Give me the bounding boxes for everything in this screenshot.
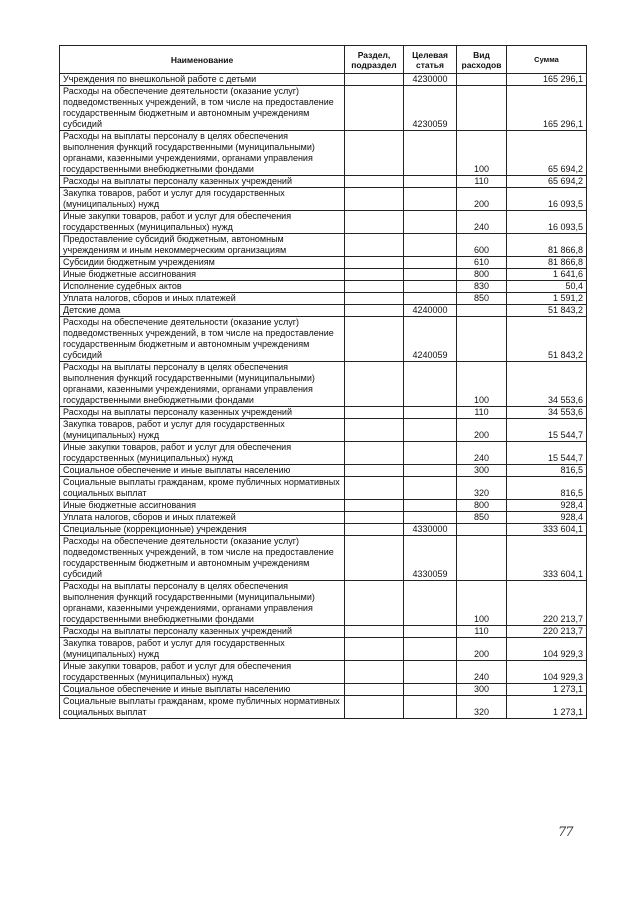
cell-target: [404, 477, 457, 500]
cell-expense-type: [457, 524, 507, 536]
cell-name: Специальные (коррекционные) учреждения: [60, 524, 345, 536]
cell-amount: 51 843,2: [507, 317, 587, 362]
cell-target: 4330059: [404, 536, 457, 581]
page-number: 77: [558, 825, 573, 840]
table-body: [60, 74, 587, 719]
cell-target: [404, 626, 457, 638]
cell-name: Уплата налогов, сборов и иных платежей: [60, 293, 345, 305]
cell-name: Расходы на обеспечение деятельности (оказание услуг) подведомственных учреждений, в том числе на предоставление государственным бюджетным и автономным учреждениям субсидий: [60, 86, 345, 131]
table-row: [60, 696, 587, 719]
cell-expense-type: 100: [457, 131, 507, 176]
table-row: [60, 188, 587, 211]
cell-name: Расходы на обеспечение деятельности (оказание услуг) подведомственных учреждений, в том числе на предоставление государственным бюджетным и автономным учреждениям субсидий: [60, 536, 345, 581]
cell-section: [345, 442, 404, 465]
cell-name: Закупка товаров, работ и услуг для государственных (муниципальных) нужд: [60, 419, 345, 442]
cell-name: Закупка товаров, работ и услуг для государственных (муниципальных) нужд: [60, 638, 345, 661]
cell-expense-type: 300: [457, 465, 507, 477]
cell-target: [404, 465, 457, 477]
cell-amount: 928,4: [507, 500, 587, 512]
cell-target: [404, 661, 457, 684]
cell-expense-type: 100: [457, 362, 507, 407]
cell-target: [404, 211, 457, 234]
cell-target: [404, 696, 457, 719]
table-row: [60, 536, 587, 581]
table-row: [60, 269, 587, 281]
cell-amount: 104 929,3: [507, 638, 587, 661]
cell-amount: 81 866,8: [507, 257, 587, 269]
cell-name: Детские дома: [60, 305, 345, 317]
cell-expense-type: 610: [457, 257, 507, 269]
cell-target: 4230059: [404, 86, 457, 131]
cell-target: [404, 407, 457, 419]
cell-section: [345, 293, 404, 305]
cell-amount: 15 544,7: [507, 442, 587, 465]
header-target: Целевая статья: [404, 46, 457, 74]
table-row: [60, 500, 587, 512]
cell-section: [345, 626, 404, 638]
cell-target: [404, 131, 457, 176]
table-row: [60, 465, 587, 477]
cell-section: [345, 536, 404, 581]
cell-target: [404, 442, 457, 465]
cell-expense-type: [457, 86, 507, 131]
cell-expense-type: 850: [457, 293, 507, 305]
cell-expense-type: 800: [457, 500, 507, 512]
cell-section: [345, 257, 404, 269]
cell-target: [404, 419, 457, 442]
table-header-row: [60, 46, 587, 74]
cell-target: [404, 500, 457, 512]
cell-expense-type: 240: [457, 661, 507, 684]
cell-name: Расходы на выплаты персоналу казенных учреждений: [60, 626, 345, 638]
cell-amount: 1 273,1: [507, 696, 587, 719]
cell-section: [345, 465, 404, 477]
cell-expense-type: 320: [457, 477, 507, 500]
table-row: [60, 524, 587, 536]
table-row: [60, 581, 587, 626]
cell-expense-type: [457, 536, 507, 581]
table-row: [60, 477, 587, 500]
cell-expense-type: 320: [457, 696, 507, 719]
cell-expense-type: 200: [457, 188, 507, 211]
cell-expense-type: 830: [457, 281, 507, 293]
cell-amount: 16 093,5: [507, 188, 587, 211]
cell-section: [345, 500, 404, 512]
table-row: [60, 176, 587, 188]
table-row: [60, 442, 587, 465]
cell-name: Расходы на выплаты персоналу казенных учреждений: [60, 407, 345, 419]
cell-target: [404, 638, 457, 661]
cell-expense-type: 300: [457, 684, 507, 696]
cell-target: 4230000: [404, 74, 457, 86]
table-row: [60, 407, 587, 419]
cell-name: Социальные выплаты гражданам, кроме публичных нормативных социальных выплат: [60, 696, 345, 719]
cell-name: Иные бюджетные ассигнования: [60, 269, 345, 281]
cell-amount: 1 641,6: [507, 269, 587, 281]
cell-target: 4240059: [404, 317, 457, 362]
cell-name: Уплата налогов, сборов и иных платежей: [60, 512, 345, 524]
table-row: [60, 293, 587, 305]
table-row: [60, 362, 587, 407]
cell-section: [345, 477, 404, 500]
table-row: [60, 281, 587, 293]
table-row: [60, 419, 587, 442]
cell-target: 4240000: [404, 305, 457, 317]
cell-section: [345, 176, 404, 188]
table-row: [60, 626, 587, 638]
cell-name: Расходы на обеспечение деятельности (оказание услуг) подведомственных учреждений, в том числе на предоставление государственным бюджетным и автономным учреждениям субсидий: [60, 317, 345, 362]
table-row: [60, 512, 587, 524]
cell-amount: 1 591,2: [507, 293, 587, 305]
cell-name: Социальные выплаты гражданам, кроме публичных нормативных социальных выплат: [60, 477, 345, 500]
cell-target: [404, 581, 457, 626]
cell-section: [345, 696, 404, 719]
cell-name: Расходы на выплаты персоналу в целях обеспечения выполнения функций государственными (муниципальными) органами, казенными учреждениями, органами управления государственными внебюджетными фондами: [60, 131, 345, 176]
table-row: [60, 317, 587, 362]
cell-section: [345, 638, 404, 661]
cell-section: [345, 305, 404, 317]
cell-amount: 50,4: [507, 281, 587, 293]
cell-amount: 34 553,6: [507, 362, 587, 407]
cell-amount: 220 213,7: [507, 581, 587, 626]
cell-expense-type: 200: [457, 638, 507, 661]
header-section: Раздел, подраздел: [345, 46, 404, 74]
cell-section: [345, 234, 404, 257]
cell-name: Иные закупки товаров, работ и услуг для обеспечения государственных (муниципальных) нужд: [60, 211, 345, 234]
cell-expense-type: 800: [457, 269, 507, 281]
cell-expense-type: 600: [457, 234, 507, 257]
cell-section: [345, 86, 404, 131]
cell-expense-type: 110: [457, 176, 507, 188]
cell-expense-type: 850: [457, 512, 507, 524]
cell-amount: 65 694,2: [507, 176, 587, 188]
cell-amount: 15 544,7: [507, 419, 587, 442]
cell-name: Расходы на выплаты персоналу в целях обеспечения выполнения функций государственными (муниципальными) органами, казенными учреждениями, органами управления государственными внебюджетными фондами: [60, 581, 345, 626]
cell-section: [345, 362, 404, 407]
cell-section: [345, 684, 404, 696]
table-row: [60, 684, 587, 696]
table-row: [60, 234, 587, 257]
cell-expense-type: 240: [457, 442, 507, 465]
table-row: [60, 74, 587, 86]
cell-name: Иные бюджетные ассигнования: [60, 500, 345, 512]
cell-expense-type: [457, 317, 507, 362]
cell-expense-type: 100: [457, 581, 507, 626]
cell-expense-type: [457, 305, 507, 317]
cell-amount: 34 553,6: [507, 407, 587, 419]
table-row: [60, 305, 587, 317]
cell-section: [345, 661, 404, 684]
cell-section: [345, 188, 404, 211]
cell-target: [404, 257, 457, 269]
cell-amount: 333 604,1: [507, 524, 587, 536]
cell-section: [345, 407, 404, 419]
table-row: [60, 86, 587, 131]
cell-amount: 1 273,1: [507, 684, 587, 696]
table-row: [60, 211, 587, 234]
table-row: [60, 257, 587, 269]
cell-target: [404, 281, 457, 293]
cell-target: [404, 269, 457, 281]
cell-amount: 65 694,2: [507, 131, 587, 176]
cell-name: Расходы на выплаты персоналу в целях обеспечения выполнения функций государственными (муниципальными) органами, казенными учреждениями, органами управления государственными внебюджетными фондами: [60, 362, 345, 407]
cell-name: Социальное обеспечение и иные выплаты населению: [60, 684, 345, 696]
cell-amount: 16 093,5: [507, 211, 587, 234]
cell-name: Иные закупки товаров, работ и услуг для обеспечения государственных (муниципальных) нужд: [60, 442, 345, 465]
cell-target: [404, 293, 457, 305]
cell-amount: 51 843,2: [507, 305, 587, 317]
cell-target: [404, 234, 457, 257]
cell-section: [345, 281, 404, 293]
cell-section: [345, 512, 404, 524]
cell-amount: 165 296,1: [507, 86, 587, 131]
cell-expense-type: 240: [457, 211, 507, 234]
cell-name: Социальное обеспечение и иные выплаты населению: [60, 465, 345, 477]
cell-name: Исполнение судебных актов: [60, 281, 345, 293]
cell-name: Закупка товаров, работ и услуг для государственных (муниципальных) нужд: [60, 188, 345, 211]
budget-table: [59, 45, 587, 719]
cell-name: Учреждения по внешкольной работе с детьми: [60, 74, 345, 86]
header-amount: Сумма: [507, 46, 587, 74]
cell-amount: 81 866,8: [507, 234, 587, 257]
cell-name: Иные закупки товаров, работ и услуг для обеспечения государственных (муниципальных) нужд: [60, 661, 345, 684]
cell-name: Предоставление субсидий бюджетным, автономным учреждениям и иным некоммерческим организациям: [60, 234, 345, 257]
cell-target: [404, 176, 457, 188]
cell-target: [404, 684, 457, 696]
cell-section: [345, 317, 404, 362]
cell-amount: 220 213,7: [507, 626, 587, 638]
cell-amount: 165 296,1: [507, 74, 587, 86]
table-row: [60, 638, 587, 661]
cell-name: Расходы на выплаты персоналу казенных учреждений: [60, 176, 345, 188]
cell-expense-type: 110: [457, 407, 507, 419]
cell-target: [404, 362, 457, 407]
cell-amount: 816,5: [507, 465, 587, 477]
header-expense-type: Вид расходов: [457, 46, 507, 74]
cell-section: [345, 74, 404, 86]
cell-amount: 104 929,3: [507, 661, 587, 684]
cell-expense-type: 110: [457, 626, 507, 638]
cell-section: [345, 269, 404, 281]
cell-name: Субсидии бюджетным учреждениям: [60, 257, 345, 269]
cell-section: [345, 419, 404, 442]
cell-amount: 333 604,1: [507, 536, 587, 581]
cell-section: [345, 211, 404, 234]
cell-target: 4330000: [404, 524, 457, 536]
cell-amount: 816,5: [507, 477, 587, 500]
table-row: [60, 131, 587, 176]
cell-target: [404, 512, 457, 524]
table-row: [60, 661, 587, 684]
cell-target: [404, 188, 457, 211]
cell-expense-type: 200: [457, 419, 507, 442]
cell-section: [345, 131, 404, 176]
cell-expense-type: [457, 74, 507, 86]
cell-section: [345, 581, 404, 626]
cell-amount: 928,4: [507, 512, 587, 524]
cell-section: [345, 524, 404, 536]
header-name: Наименование: [60, 46, 345, 74]
